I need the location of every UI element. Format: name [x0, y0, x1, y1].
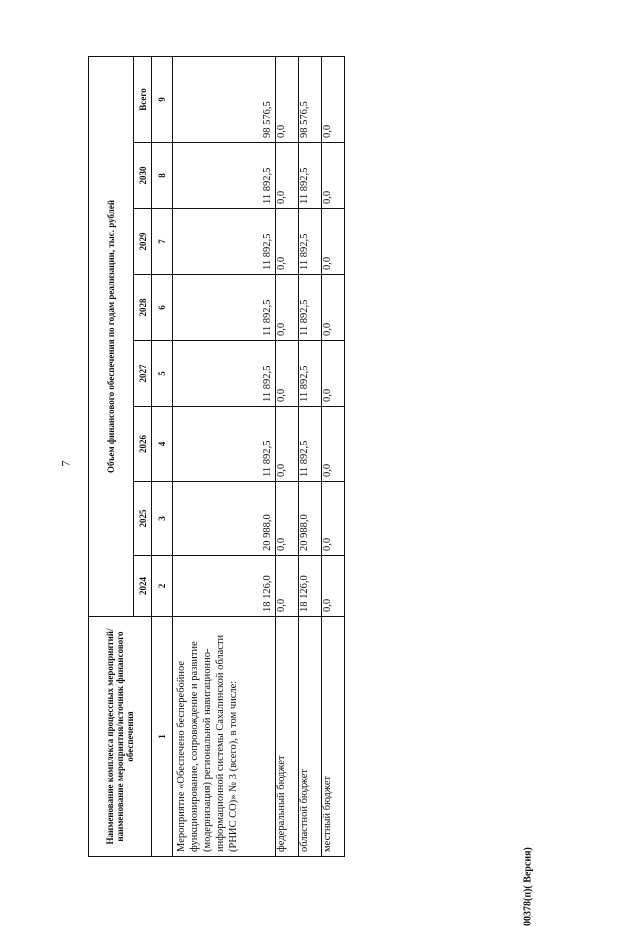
column-number-row: [152, 56, 173, 856]
column-number: 7: [152, 209, 173, 275]
cell-value: 0,0: [276, 209, 299, 275]
page-number: 7: [58, 460, 73, 467]
table-row: [299, 56, 322, 856]
cell-value: 18 126,0: [173, 556, 276, 617]
row-name: федеральный бюджет: [276, 617, 299, 857]
cell-total: 98 576,5: [173, 56, 276, 142]
cell-value: 20 988,0: [173, 482, 276, 556]
cell-value: 0,0: [322, 341, 345, 407]
table-row: [322, 56, 345, 856]
cell-value: 11 892,5: [173, 275, 276, 341]
cell-value: 11 892,5: [173, 407, 276, 482]
cell-value: 11 892,5: [299, 275, 322, 341]
year-header: 2026: [134, 407, 152, 482]
row-name: областной бюджет: [299, 617, 322, 857]
column-number: 9: [152, 56, 173, 142]
column-number: 8: [152, 143, 173, 209]
table-row: [173, 56, 276, 856]
column-number: 4: [152, 407, 173, 482]
header-group: Объем финансового обеспечения по годам реализации, тыс. рублей: [89, 56, 134, 616]
year-header: 2027: [134, 341, 152, 407]
cell-value: 0,0: [276, 341, 299, 407]
column-number: 1: [152, 617, 173, 857]
table-row: [276, 56, 299, 856]
cell-value: 11 892,5: [173, 143, 276, 209]
cell-value: 0,0: [322, 482, 345, 556]
cell-total: 0,0: [322, 56, 345, 142]
cell-value: 0,0: [276, 143, 299, 209]
cell-value: 0,0: [276, 556, 299, 617]
cell-total: 98 576,5: [299, 56, 322, 142]
header-row-group: [89, 56, 134, 856]
cell-value: 11 892,5: [173, 341, 276, 407]
row-name: местный бюджет: [322, 617, 345, 857]
column-number: 6: [152, 275, 173, 341]
cell-value: 0,0: [276, 407, 299, 482]
cell-value: 11 892,5: [173, 209, 276, 275]
cell-value: 11 892,5: [299, 143, 322, 209]
cell-value: 0,0: [276, 275, 299, 341]
year-header: 2024: [134, 556, 152, 617]
row-name: Мероприятие «Обеспечено бесперебойное функционирование, сопровождение и развитие (модернизация) региональной навигационно-информационной системы Сахалинской области (РНИС СО)» № 3 (всего), в том числе:: [173, 617, 276, 857]
cell-value: 18 126,0: [299, 556, 322, 617]
cell-value: 20 988,0: [299, 482, 322, 556]
cell-value: 0,0: [322, 275, 345, 341]
header-name: Наименование комплекса процессных мероприятий/наименование мероприятия/источник финансового обеспечения: [89, 617, 152, 857]
document-code: 00378(п)( Версия): [522, 847, 534, 926]
cell-value: 0,0: [276, 482, 299, 556]
year-header: 2030: [134, 143, 152, 209]
cell-value: 0,0: [322, 143, 345, 209]
column-number: 2: [152, 556, 173, 617]
cell-value: 11 892,5: [299, 209, 322, 275]
rotated-table-container: [88, 57, 341, 857]
cell-value: 0,0: [322, 209, 345, 275]
year-header: 2028: [134, 275, 152, 341]
cell-value: 11 892,5: [299, 407, 322, 482]
year-header: 2029: [134, 209, 152, 275]
cell-value: 0,0: [322, 556, 345, 617]
cell-total: 0,0: [276, 56, 299, 142]
total-header: Всего: [134, 56, 152, 142]
cell-value: 0,0: [322, 407, 345, 482]
column-number: 3: [152, 482, 173, 556]
cell-value: 11 892,5: [299, 341, 322, 407]
column-number: 5: [152, 341, 173, 407]
year-header: 2025: [134, 482, 152, 556]
budget-table: [88, 56, 345, 857]
